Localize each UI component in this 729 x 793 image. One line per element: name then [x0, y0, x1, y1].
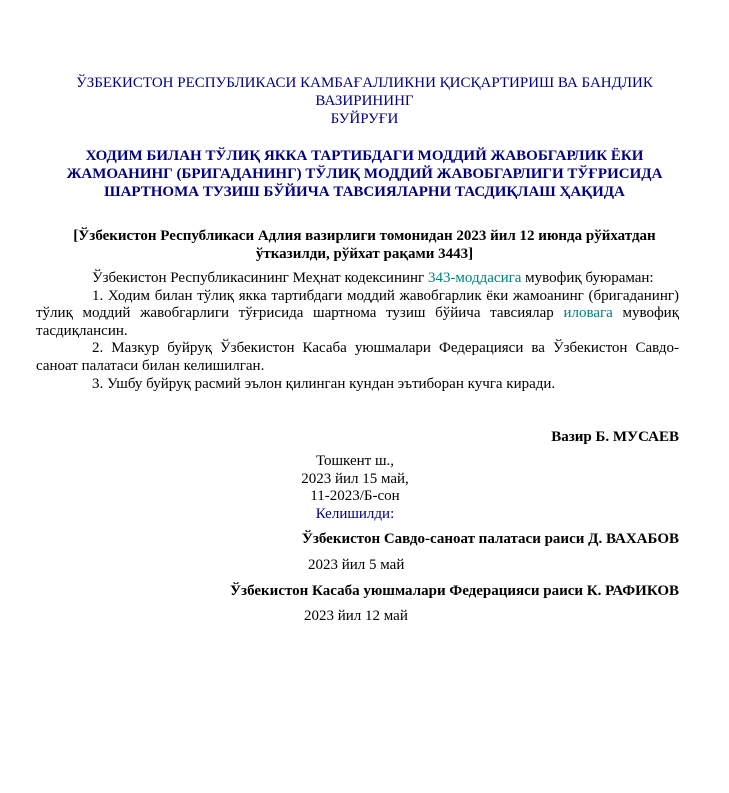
order-body [36, 270, 679, 393]
item-1-paragraph [36, 288, 679, 341]
intro-paragraph [36, 270, 679, 288]
ministry-line-3: БУЙРУҒИ [330, 111, 399, 127]
ministry-line-2: ВАЗИРИНИНГ [315, 93, 414, 109]
ministry-heading [36, 74, 693, 128]
intro-text-end: мувофиқ буюраман: [521, 270, 654, 286]
registration-note: [Ўзбекистон Республикаси Адлия вазирлиги томонидан 2023 йил 12 июнда рўйхатдан ўтказилди, рўйхат рақами 3443] [73, 228, 656, 262]
item-1-text: 1. Ходим билан тўлиқ якка тартибдаги моддий жавобгарлик ёки жамоанинг (бригаданинг) тўлиқ моддий жавобгарлиги тўғрисида шартнома тузиш бўйича тавсиялар [36, 287, 679, 322]
minister-signature: Вазир Б. МУСАЕВ [551, 429, 679, 445]
item-2-paragraph: 2. Мазкур буйруқ Ўзбекистон Касаба уюшмалари Федерацияси ва Ўзбекистон Савдо-саноат палатаси билан келишилган. [36, 340, 679, 374]
federation-date: 2023 йил 12 май [304, 608, 408, 624]
chamber-head-signature: Ўзбекистон Савдо-саноат палатаси раиси Д. ВАХАБОВ [301, 531, 679, 547]
article-343-link[interactable]: 343-моддасига [427, 270, 522, 286]
item-3-paragraph: 3. Ушбу буйруқ расмий эълон қилинган кундан эътиборан кучга киради. [92, 375, 556, 392]
item-1-text-end: мувофиқ тасдиқлансин. [36, 305, 679, 339]
chamber-date: 2023 йил 5 май [308, 557, 405, 573]
intro-text: Ўзбекистон Республикасининг Меҳнат кодексининг [92, 270, 428, 286]
appendix-link[interactable]: иловага [563, 305, 613, 322]
agreed-label: Келишилди: [315, 505, 395, 522]
issue-number: 11-2023/Б-сон [310, 488, 400, 505]
order-title: ХОДИМ БИЛАН ТЎЛИҚ ЯККА ТАРТИБДАГИ МОДДИЙ ЖАВОБГАРЛИК ЁКИ ЖАМОАНИНГ (БРИГАДАНИНГ) ТЎЛИҚ МОДДИЙ ЖАВОБГАРЛИГИ ТЎҒРИСИДА ШАРТНОМА ТУЗИШ БЎЙИЧА ТАВСИЯЛАРНИ ТАСДИҚЛАШ ҲАҚИДА [66, 148, 663, 200]
issue-place: Тошкент ш., [315, 453, 395, 469]
issue-details [255, 453, 455, 523]
ministry-line-1: ЎЗБЕКИСТОН РЕСПУБЛИКАСИ КАМБАҒАЛЛИКНИ ҚИСҚАРТИРИШ ВА БАНДЛИК [76, 75, 653, 91]
federation-head-signature: Ўзбекистон Касаба уюшмалари Федерацияси раиси К. РАФИКОВ [230, 583, 679, 599]
issue-date: 2023 йил 15 май, [301, 470, 409, 487]
